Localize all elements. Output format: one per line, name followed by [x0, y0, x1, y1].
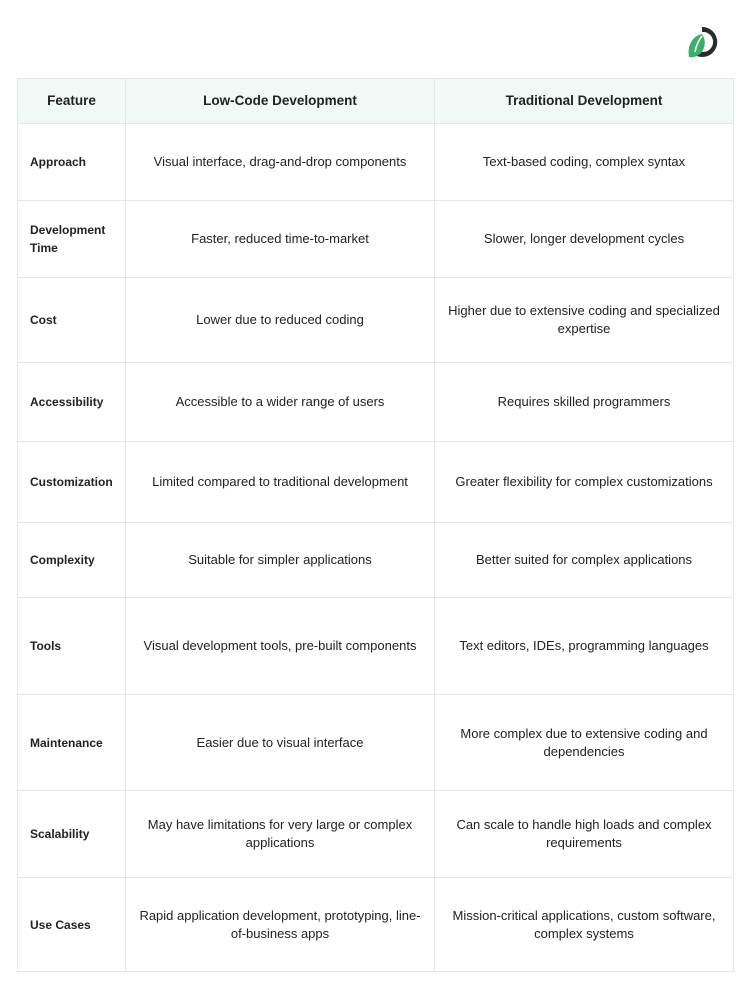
low-code-cell: Visual interface, drag-and-drop components [126, 124, 435, 201]
low-code-cell: Limited compared to traditional development [126, 442, 435, 523]
table-row [18, 523, 734, 598]
table-row [18, 598, 734, 695]
table-row [18, 278, 734, 363]
table-row [18, 878, 734, 972]
low-code-cell: Lower due to reduced coding [126, 278, 435, 363]
feature-cell: Maintenance [18, 695, 126, 791]
feature-cell: Customization [18, 442, 126, 523]
traditional-cell: Slower, longer development cycles [435, 201, 734, 278]
feature-cell: Use Cases [18, 878, 126, 972]
traditional-cell: Better suited for complex applications [435, 523, 734, 598]
table-row [18, 363, 734, 442]
low-code-cell: Accessible to a wider range of users [126, 363, 435, 442]
traditional-cell: Mission-critical applications, custom software, complex systems [435, 878, 734, 972]
header-feature: Feature [18, 79, 126, 124]
spartan-helmet-icon [684, 24, 720, 60]
feature-cell: Complexity [18, 523, 126, 598]
traditional-cell: Higher due to extensive coding and specialized expertise [435, 278, 734, 363]
feature-cell: Accessibility [18, 363, 126, 442]
traditional-cell: Text-based coding, complex syntax [435, 124, 734, 201]
table-header-row [18, 79, 734, 124]
header-low-code: Low-Code Development [126, 79, 435, 124]
feature-cell: Cost [18, 278, 126, 363]
traditional-cell: Greater flexibility for complex customizations [435, 442, 734, 523]
table-row [18, 695, 734, 791]
table-row [18, 791, 734, 878]
feature-cell: Scalability [18, 791, 126, 878]
table-row [18, 442, 734, 523]
table-row [18, 201, 734, 278]
low-code-cell: Easier due to visual interface [126, 695, 435, 791]
table-row [18, 124, 734, 201]
comparison-table [17, 78, 734, 972]
low-code-cell: Visual development tools, pre-built components [126, 598, 435, 695]
brand-logo [684, 24, 720, 60]
header-traditional: Traditional Development [435, 79, 734, 124]
traditional-cell: Requires skilled programmers [435, 363, 734, 442]
low-code-cell: Suitable for simpler applications [126, 523, 435, 598]
low-code-cell: Faster, reduced time-to-market [126, 201, 435, 278]
traditional-cell: Text editors, IDEs, programming languages [435, 598, 734, 695]
traditional-cell: Can scale to handle high loads and complex requirements [435, 791, 734, 878]
low-code-cell: May have limitations for very large or complex applications [126, 791, 435, 878]
feature-cell: Tools [18, 598, 126, 695]
low-code-cell: Rapid application development, prototyping, line-of-business apps [126, 878, 435, 972]
feature-cell: Development Time [18, 201, 126, 278]
traditional-cell: More complex due to extensive coding and dependencies [435, 695, 734, 791]
feature-cell: Approach [18, 124, 126, 201]
